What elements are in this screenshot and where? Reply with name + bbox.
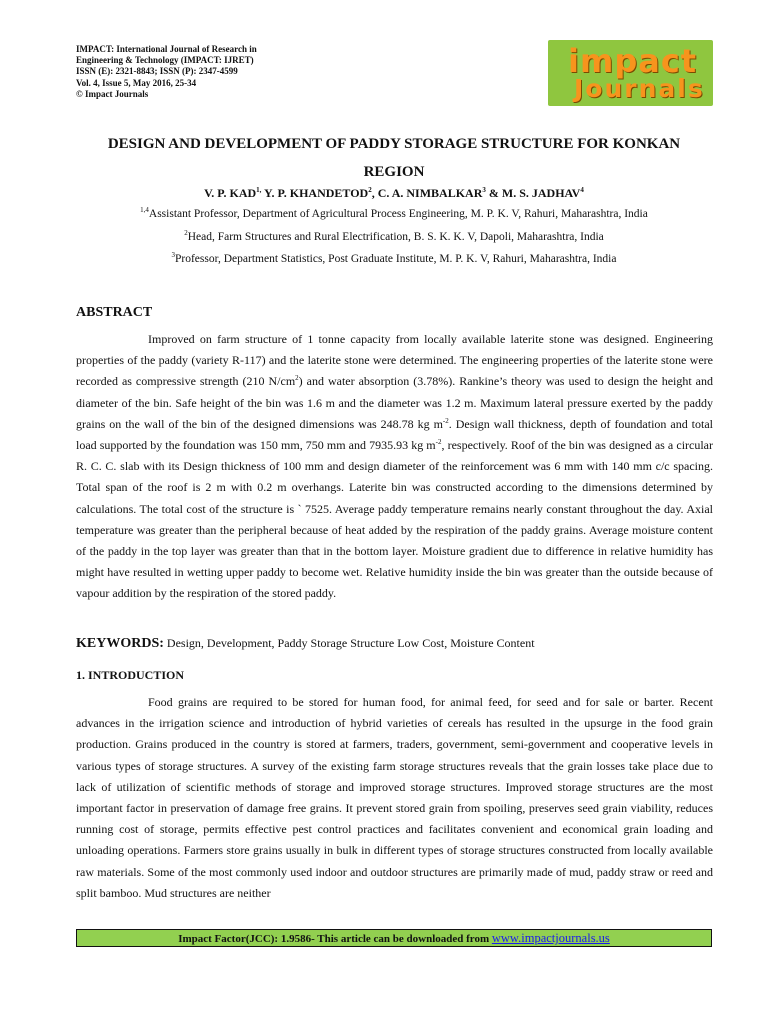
affiliation-2 <box>60 231 728 243</box>
paper-title <box>76 130 712 186</box>
abstract-part-3: . Design wall thickness, depth of foundation and total load supported by the foundation was 150 mm, 750 mm and 7935.93 kg m <box>76 416 713 453</box>
keywords-label: KEYWORDS: <box>76 636 164 651</box>
keywords-text: Design, Development, Paddy Storage Structure Low Cost, Moisture Content <box>163 636 535 650</box>
abstract-sup-2: -2 <box>442 416 449 425</box>
abstract-sup-1: 2 <box>295 374 299 383</box>
abstract-part-1: Improved on farm structure of 1 tonne capacity from locally available laterite stone was designed. Engineering properties of the paddy (variety R-117) and the laterite stone were determined. The engineering properties of the laterite stone were recorded as compressive strength (210 N/cm <box>76 332 713 389</box>
author-list <box>76 186 712 201</box>
keywords <box>76 636 535 652</box>
author-1-sup: 1, <box>256 186 262 194</box>
footer-banner <box>76 929 712 947</box>
author-3: , C. A. NIMBALKAR <box>371 186 483 200</box>
title-line2: REGION <box>363 164 425 180</box>
introduction-body: Food grains are required to be stored for human food, for animal feed, for seed and for sale or barter. Recent advances in the irrigation science and introduction of hybrid varieties of cereals has resulted in the upsurge in the food grain production. Grains produced in the country is stored at farmers, traders, government, semi-government and cooperative levels in various types of storage structures. A survey of the existing farm storage structures reveals that the grain losses take place due to lack of utilization of scientific methods of storage and improved storage structures. Improved storage structures are the most important factor in preservation of damage free grains. It prevent stored grain from spoiling, preserves seed grain viability, reduces running cost of storage, permits effective pest control practices and facilitates convenient and economical grain loading and unloading operations. Farmers store grains usually in bulk in different types of storage structures constructed from locally available raw materials. Some of the most commonly used indoor and outdoor structures are primarily made of mud, paddy straw or reed and split bamboo. Mud structures are neither <box>76 695 713 900</box>
author-2: Y. P. KHANDETOD <box>261 186 369 200</box>
affiliation-3-sup: 3 <box>171 251 175 260</box>
abstract-text <box>76 329 713 605</box>
affiliation-2-sup: 2 <box>184 229 188 238</box>
copyright: © Impact Journals <box>76 88 149 99</box>
journal-header <box>76 44 257 100</box>
author-3-sup: 3 <box>482 186 486 194</box>
introduction-heading: 1. INTRODUCTION <box>76 668 185 682</box>
affiliation-2-text: Head, Farm Structures and Rural Electrification, B. S. K. K. V, Dapoli, Maharashtra, India <box>187 231 604 243</box>
abstract-heading: ABSTRACT <box>76 305 153 320</box>
issn: ISSN (E): 2321-8843; ISSN (P): 2347-4599 <box>76 66 238 77</box>
abstract-sup-3: -2 <box>435 438 442 447</box>
title-line1: DESIGN AND DEVELOPMENT OF PADDY STORAGE STRUCTURE FOR KONKAN <box>107 136 681 152</box>
logo-line2: Journals <box>574 74 705 103</box>
affiliation-3 <box>60 253 728 265</box>
footer-text: Impact Factor(JCC): 1.9586- This article can be downloaded from <box>178 933 492 945</box>
affiliation-1-text: Assistant Professor, Department of Agricultural Process Engineering, M. P. K. V, Rahuri, Maharashtra, India <box>148 208 648 220</box>
footer-link[interactable]: www.impactjournals.us <box>491 931 610 945</box>
author-2-sup: 2 <box>368 186 372 194</box>
abstract-part-4: , respectively. Roof of the bin was designed as a circular R. C. C. slab with its Design thickness of 100 mm and design diameter of the reinforcement was 6 mm with 140 mm c/c spacing. Total span of the roof is 2 m with 0.2 m overhangs. Laterite bin was constructed according to the dimensions determined by calculations. The total cost of the structure is ` 7525. Average paddy temperature remains nearly constant throughout the day. Axial temperature was greater than the peripheral because of heat added by the respiration of the paddy grains. Average moisture content of the paddy in the top layer was greater than that in the bottom layer. Moisture gradient due to difference in relative humidity has might have resulted in wetting upper paddy to become wet. Relative humidity inside the bin was greater than the outside because of vapour addition by the respiration of the stored paddy. <box>76 438 714 601</box>
introduction-text <box>76 692 713 904</box>
affiliation-1-sup: 1,4 <box>140 206 149 215</box>
affiliation-3-text: Professor, Department Statistics, Post Graduate Institute, M. P. K. V, Rahuri, Maharashtra, India <box>175 253 617 265</box>
author-1: V. P. KAD <box>204 186 257 200</box>
journal-name-line1: IMPACT: International Journal of Research in <box>76 44 257 54</box>
volume-issue: Vol. 4, Issue 5, May 2016, 25-34 <box>76 77 197 88</box>
logo-line1: impact <box>568 42 698 80</box>
author-4: & M. S. JADHAV <box>485 186 581 200</box>
journal-name-line2: Engineering & Technology (IMPACT: IJRET) <box>76 55 254 66</box>
abstract-part-2: ) and water absorption (3.78%). Rankine’s theory was used to design the height and diameter of the bin. Safe height of the bin was 1.6 m and the diameter was 1.2 m. Maximum lateral pressure exerted by the paddy grains on the wall of the bin of the designed dimensions was 248.78 kg m <box>76 374 713 431</box>
impact-journals-logo <box>548 40 713 106</box>
affiliation-1 <box>60 208 728 220</box>
author-4-sup: 4 <box>580 186 584 194</box>
